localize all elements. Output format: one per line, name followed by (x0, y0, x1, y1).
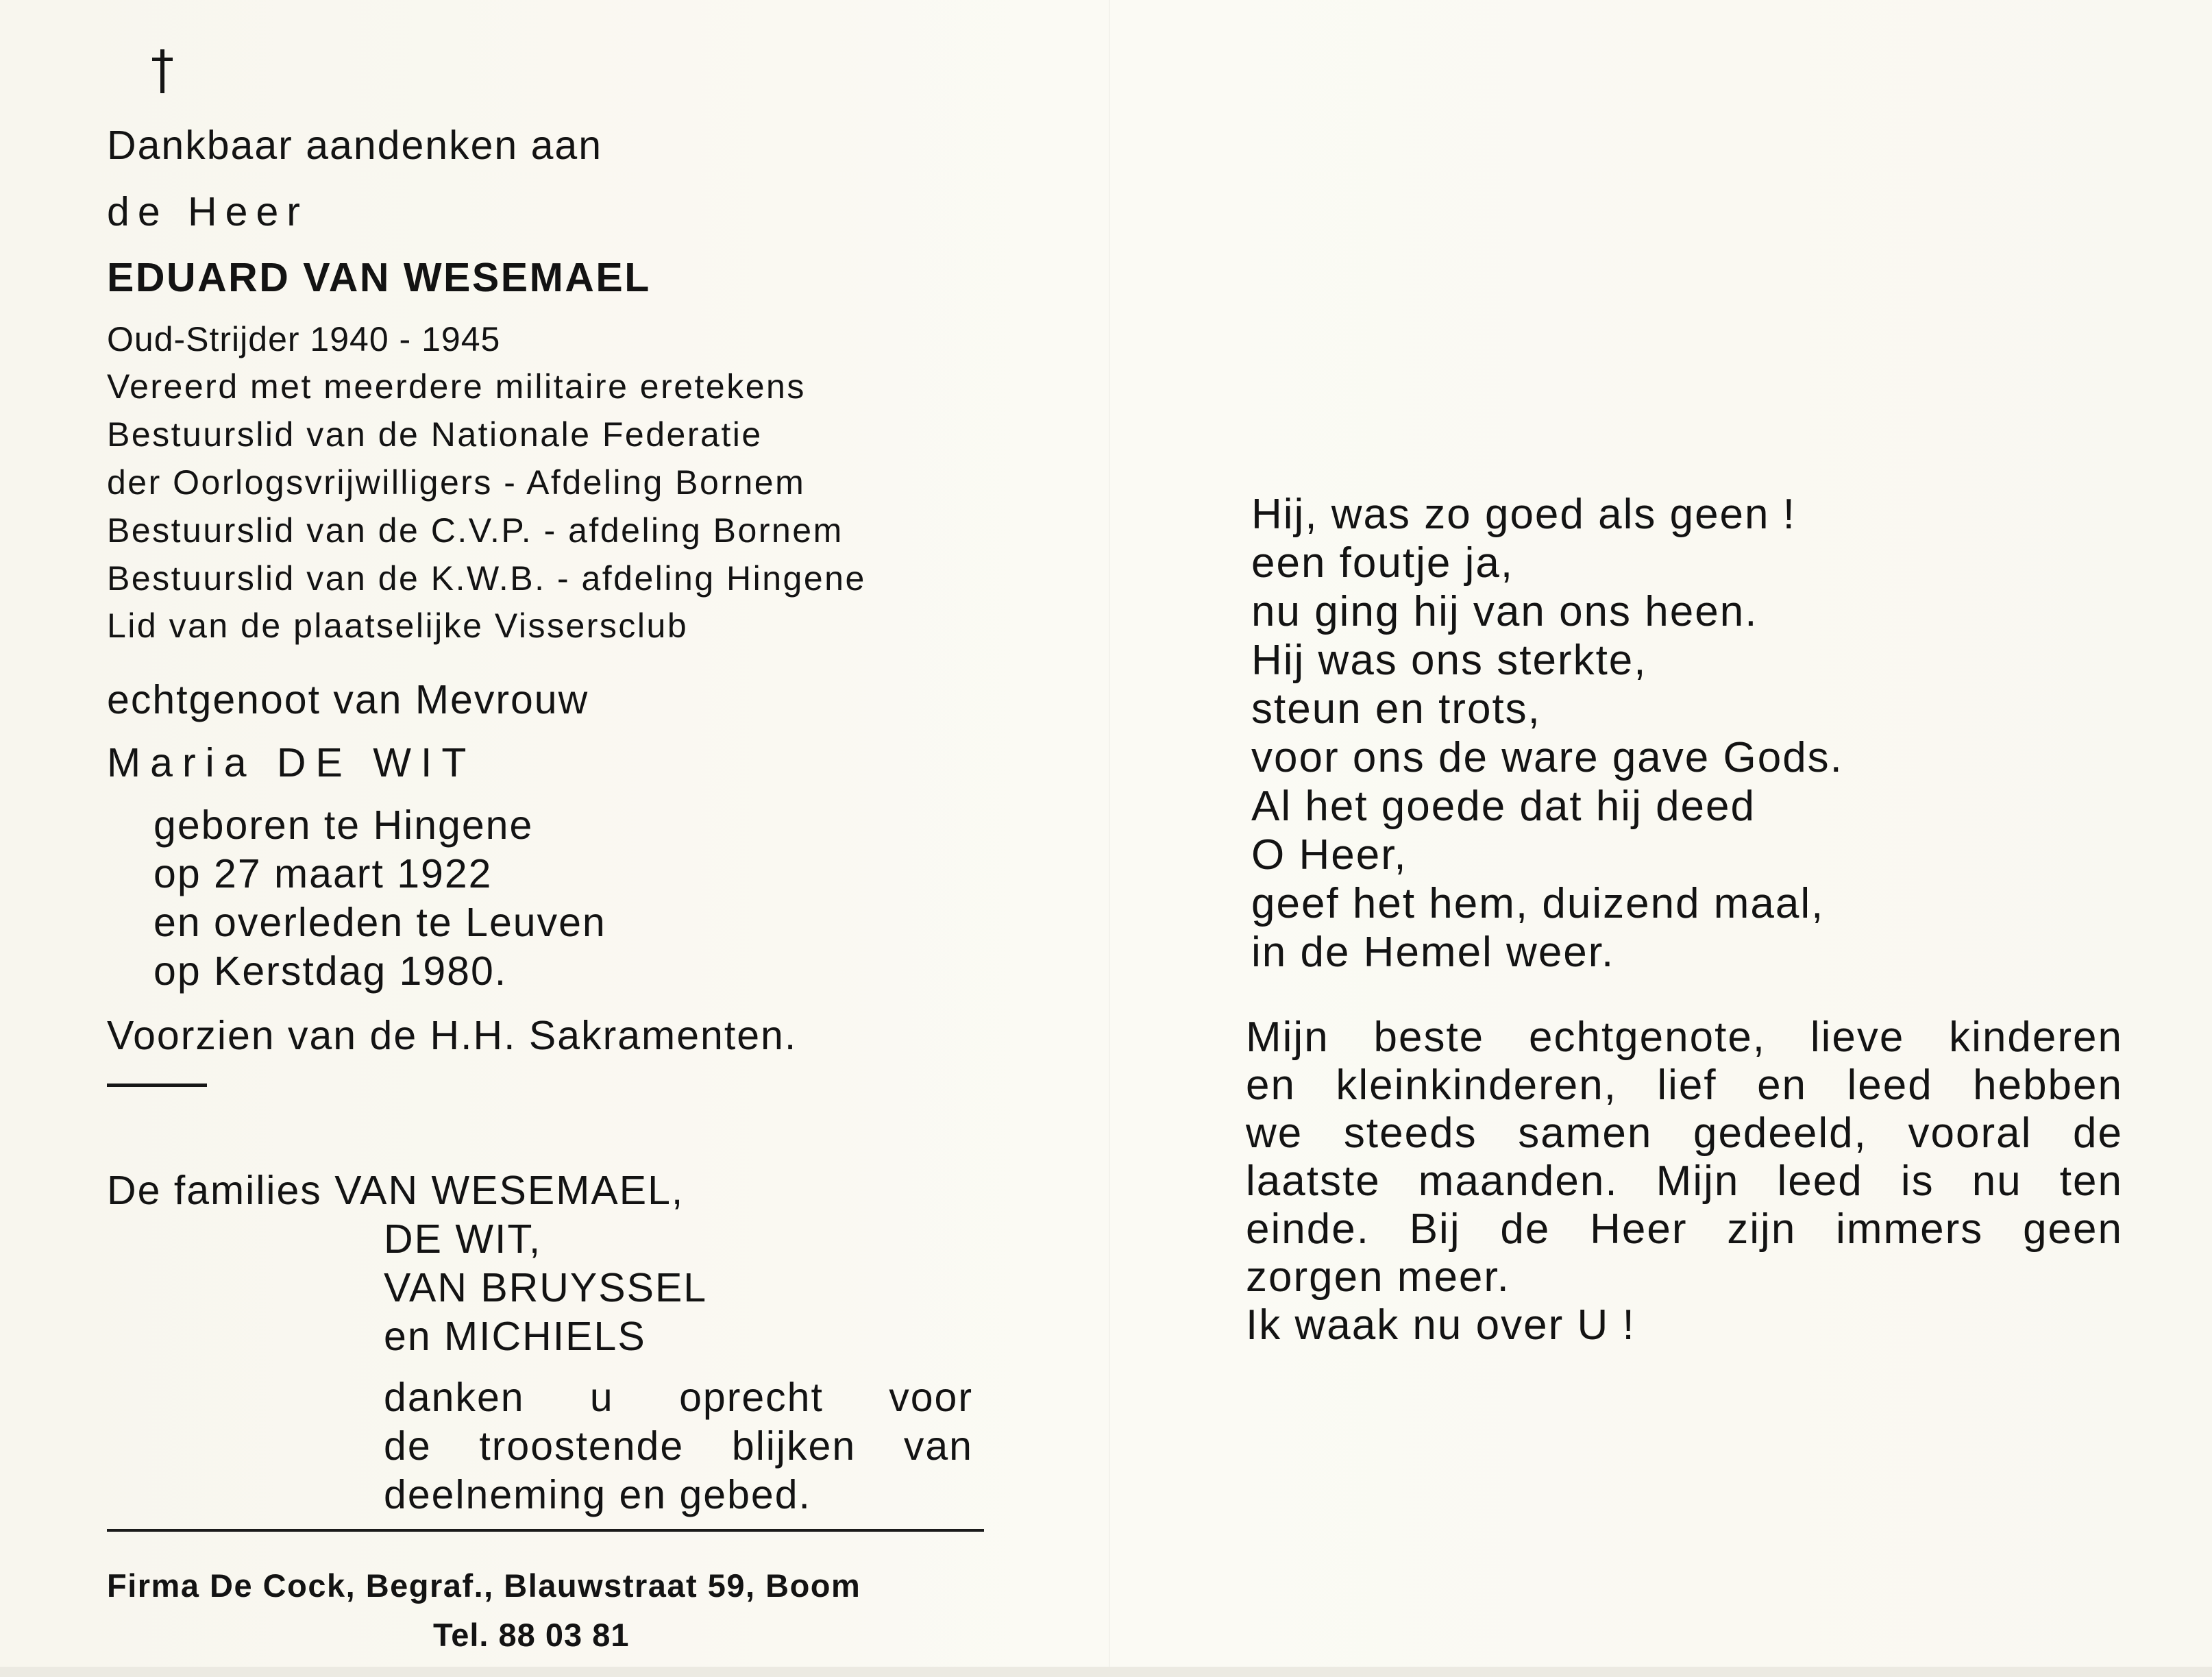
poem-line: O Heer, (1251, 831, 1408, 879)
divider-dash (107, 1084, 207, 1087)
life-line: op 27 maart 1922 (153, 851, 493, 896)
poem-line: Hij, was zo goed als geen ! (1251, 491, 1796, 538)
footer-rule (107, 1529, 984, 1532)
spouse-intro: echtgenoot van Mevrouw (107, 677, 589, 722)
right-page (1246, 493, 2137, 1453)
honor-line: Oud-Strijder 1940 - 1945 (107, 320, 501, 358)
left-page (106, 41, 996, 1653)
family-name: DE WIT, (384, 1216, 542, 1262)
deceased-name: EDUARD VAN WESEMAEL (107, 255, 651, 300)
printer-phone: Tel. 88 03 81 (433, 1617, 630, 1653)
thanks-line: de troostende blijken van (384, 1423, 973, 1469)
intro-text: Dankbaar aandenken aan (107, 123, 603, 168)
message-line: zorgen meer. (1246, 1253, 1510, 1301)
family-name: VAN BRUYSSEL (384, 1265, 708, 1310)
life-line: en overleden te Leuven (153, 900, 606, 945)
message-line: Mijn beste echtgenote, lieve kinderen (1246, 1014, 2123, 1061)
spouse-name: Maria DE WIT (107, 740, 476, 785)
thanks-line: danken u oprecht voor (384, 1375, 973, 1420)
message-line: we steeds samen gedeeld, vooral de (1246, 1110, 2123, 1157)
sacraments-text: Voorzien van de H.H. Sakramenten. (107, 1013, 798, 1058)
family-name: en MICHIELS (384, 1314, 646, 1359)
message-line: en kleinkinderen, lief en leed hebben (1246, 1062, 2123, 1109)
poem-line: in de Hemel weer. (1251, 929, 1615, 976)
poem-line: steun en trots, (1251, 685, 1541, 733)
message-line: laatste maanden. Mijn leed is nu ten (1246, 1158, 2123, 1205)
honor-line: Bestuurslid van de K.W.B. - afdeling Hingene (107, 559, 866, 598)
message-line: einde. Bij de Heer zijn immers geen (1246, 1205, 2123, 1253)
poem-line: voor ons de ware gave Gods. (1251, 734, 1843, 781)
honor-line: Vereerd met meerdere militaire eretekens (107, 367, 806, 406)
cross-vertical (160, 49, 164, 93)
cross-horizontal (152, 58, 173, 61)
card-bottom-edge (0, 1667, 2212, 1677)
title-text: de Heer (107, 189, 308, 234)
families-intro: De families VAN WESEMAEL, (107, 1168, 685, 1213)
poem-line: een foutje ja, (1251, 539, 1514, 587)
card-fold (1109, 0, 1110, 1677)
printer-info: Firma De Cock, Begraf., Blauwstraat 59, Boom (107, 1567, 861, 1604)
poem-line: Al het goede dat hij deed (1251, 783, 1756, 830)
honor-line: Bestuurslid van de C.V.P. - afdeling Bornem (107, 511, 844, 550)
thanks-line: deelneming en gebed. (384, 1472, 811, 1517)
life-line: op Kerstdag 1980. (153, 948, 508, 994)
honor-line: der Oorlogsvrijwilligers - Afdeling Bornem (107, 463, 806, 502)
cross-icon (151, 41, 175, 96)
poem-line: geef het hem, duizend maal, (1251, 880, 1825, 927)
poem-line: Hij was ons sterkte, (1251, 637, 1647, 684)
life-line: geboren te Hingene (153, 803, 534, 848)
honor-line: Lid van de plaatselijke Vissersclub (107, 607, 689, 645)
honor-line: Bestuurslid van de Nationale Federatie (107, 415, 763, 454)
poem-line: nu ging hij van ons heen. (1251, 588, 1758, 635)
message-line: Ik waak nu over U ! (1246, 1301, 1636, 1349)
